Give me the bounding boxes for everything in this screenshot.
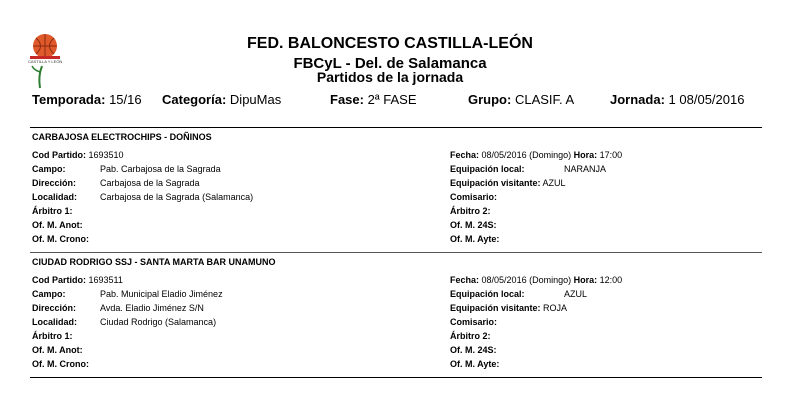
jornada-value: 1 xyxy=(668,92,676,107)
equip-local-label: Equipación local: xyxy=(450,164,525,174)
of-anot-label: Of. M. Anot: xyxy=(32,345,83,355)
comisario-label: Comisario: xyxy=(450,317,498,327)
fecha-value: 08/05/2016 xyxy=(481,275,527,285)
arbitro2-label: Árbitro 2: xyxy=(450,331,491,341)
page-title: Partidos de la jornada xyxy=(316,69,464,85)
temporada-value: 15/16 xyxy=(109,92,142,107)
match-title: CARBAJOSA ELECTROCHIPS - DOÑINOS xyxy=(32,132,212,142)
comisario-label: Comisario: xyxy=(450,192,498,202)
jornada-date: 08/05/2016 xyxy=(679,92,745,107)
jornada-label: Jornada: xyxy=(610,92,665,107)
cod-partido-value: 1693511 xyxy=(88,275,123,285)
equip-local-value: AZUL xyxy=(564,289,588,299)
arbitro1-label: Árbitro 1: xyxy=(32,206,73,216)
of-24s-label: Of. M. 24S: xyxy=(450,220,497,230)
filter-categoria xyxy=(162,92,281,107)
direccion-label: Dirección: xyxy=(32,303,77,313)
delegation-title: FBCyL - Del. de Salamanca xyxy=(293,55,487,72)
fecha-value: 08/05/2016 xyxy=(481,150,527,160)
equip-local-label: Equipación local: xyxy=(450,289,525,299)
equip-visit-value: ROJA xyxy=(543,303,568,313)
filter-fase xyxy=(330,92,416,107)
localidad-value: Carbajosa de la Sagrada (Salamanca) xyxy=(100,192,254,202)
campo-value: Pab. Carbajosa de la Sagrada xyxy=(100,164,221,174)
campo-value: Pab. Municipal Eladio Jiménez xyxy=(100,289,223,299)
fecha-hora: Fecha: 08/05/2016 (Domingo) Hora: 17:00 xyxy=(450,150,623,160)
cod-partido-label: Cod Partido: 1693510 xyxy=(32,150,124,160)
of-ayte-label: Of. M. Ayte: xyxy=(450,234,500,244)
equip-visit-value: AZUL xyxy=(542,178,566,188)
of-ayte-label: Of. M. Ayte: xyxy=(450,359,500,369)
campo-label: Campo: xyxy=(32,164,66,174)
localidad-label: Localidad: xyxy=(32,192,78,202)
filter-jornada xyxy=(610,92,744,107)
grupo-value: CLASIF. A xyxy=(514,92,575,107)
logo-text: CASTILLA Y LEÓN xyxy=(28,59,63,64)
divider xyxy=(30,377,762,378)
arbitro1-label: Árbitro 1: xyxy=(32,331,73,341)
direccion-label: Dirección: xyxy=(32,178,77,188)
grupo-label: Grupo: xyxy=(468,92,512,107)
cod-partido-value: 1693510 xyxy=(88,150,124,160)
divider xyxy=(30,252,762,253)
of-anot-label: Of. M. Anot: xyxy=(32,220,83,230)
fase-label: Fase: xyxy=(330,92,364,107)
of-crono-label: Of. M. Crono: xyxy=(32,359,89,369)
categoria-label: Categoría: xyxy=(162,92,227,107)
fecha-hora: Fecha: 08/05/2016 (Domingo) Hora: 12:00 xyxy=(450,275,623,285)
dia-value: (Domingo) xyxy=(529,150,572,160)
federation-title: FED. BALONCESTO CASTILLA-LEÓN xyxy=(247,35,533,52)
match-title: CIUDAD RODRIGO SSJ - SANTA MARTA BAR UNAMUNO xyxy=(32,257,276,267)
hora-value: 12:00 xyxy=(599,275,623,285)
cod-partido-label: Cod Partido: 1693511 xyxy=(32,275,123,285)
temporada-label: Temporada: xyxy=(32,92,106,107)
equip-visit: Equipación visitante: ROJA xyxy=(450,303,568,313)
filter-temporada xyxy=(32,92,142,107)
equip-local-value: NARANJA xyxy=(564,164,607,174)
dia-value: (Domingo) xyxy=(529,275,572,285)
campo-label: Campo: xyxy=(32,289,66,299)
equip-visit: Equipación visitante: AZUL xyxy=(450,178,566,188)
of-crono-label: Of. M. Crono: xyxy=(32,234,89,244)
fase-value: 2ª FASE xyxy=(367,92,417,107)
divider xyxy=(30,127,762,128)
filter-grupo xyxy=(468,92,574,107)
localidad-label: Localidad: xyxy=(32,317,78,327)
categoria-value: DipuMas xyxy=(229,92,282,107)
arbitro2-label: Árbitro 2: xyxy=(450,206,491,216)
of-24s-label: Of. M. 24S: xyxy=(450,345,497,355)
localidad-value: Ciudad Rodrigo (Salamanca) xyxy=(100,317,217,327)
direccion-value: Carbajosa de la Sagrada xyxy=(100,178,200,188)
hora-value: 17:00 xyxy=(599,150,623,160)
direccion-value: Avda. Eladio Jiménez S/N xyxy=(100,303,204,313)
